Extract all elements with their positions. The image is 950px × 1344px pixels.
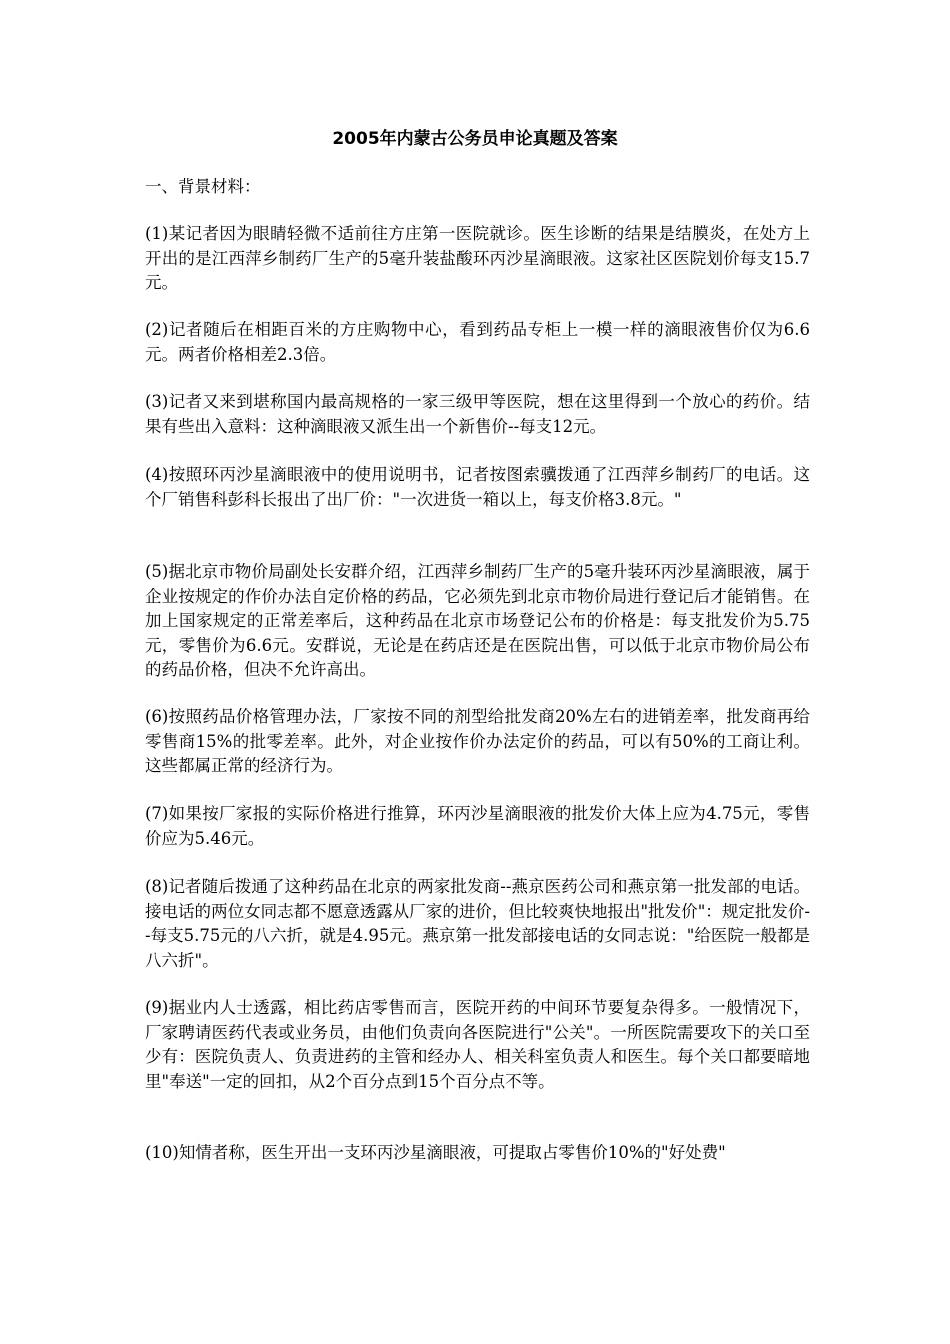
section-heading: 一、背景材料：	[145, 177, 261, 196]
paragraph-7: (7)如果按厂家报的实际价格进行推算，环丙沙星滴眼液的批发价大体上应为4.75元，零售价应为5.46元。	[145, 804, 810, 848]
paragraph-8: (8)记者随后拨通了这种药品在北京的两家批发商--燕京医药公司和燕京第一批发部的电话。接电话的两位女同志都不愿意透露从厂家的进价，但比较爽快地报出"批发价"：规定批发价--每支5.75元的八六折，就是4.95元。燕京第一批发部接电话的女同志说："给医院一般都是八六折"。	[145, 877, 810, 970]
paragraph-4: (4)按照环丙沙星滴眼液中的使用说明书，记者按图索骥拨通了江西萍乡制药厂的电话。这个厂销售科彭科长报出了出厂价："一次进货一箱以上，每支价格3.8元。"	[145, 465, 810, 509]
paragraph-1: (1)某记者因为眼睛轻微不适前往方庄第一医院就诊。医生诊断的结果是结膜炎，在处方上开出的是江西萍乡制药厂生产的5毫升装盐酸环丙沙星滴眼液。这家社区医院划价每支15.7元。	[145, 224, 810, 292]
paragraph-9: (9)据业内人士透露，相比药店零售而言，医院开药的中间环节要复杂得多。一般情况下，厂家聘请医药代表或业务员，由他们负责向各医院进行"公关"。一所医院需要攻下的关口至少有：医院负责人、负责进药的主管和经办人、相关科室负责人和医生。每个关口都要暗地里"奉送"一定的回扣，从2个百分点到15个百分点不等。	[145, 998, 810, 1091]
paragraph-5: (5)据北京市物价局副处长安群介绍，江西萍乡制药厂生产的5毫升装环丙沙星滴眼液，属于企业按规定的作价办法自定价格的药品，它必须先到北京市物价局进行登记后才能销售。在加上国家规定的正常差率后，这种药品在北京市场登记公布的价格是：每支批发价为5.75元，零售价为6.6元。安群说，无论是在药店还是在医院出售，可以低于北京市物价局公布的药品价格，但决不允许高出。	[145, 562, 810, 679]
paragraph-6: (6)按照药品价格管理办法，厂家按不同的剂型给批发商20%左右的进销差率，批发商再给零售商15%的批零差率。此外，对企业按作价办法定价的药品，可以有50%的工商让利。这些都属正常的经济行为。	[145, 707, 810, 775]
paragraph-3: (3)记者又来到堪称国内最高规格的一家三级甲等医院，想在这里得到一个放心的药价。结果有些出入意料：这种滴眼液又派生出一个新售价--每支12元。	[145, 392, 810, 436]
paragraph-2: (2)记者随后在相距百米的方庄购物中心，看到药品专柜上一模一样的滴眼液售价仅为6.6元。两者价格相差2.3倍。	[145, 320, 810, 364]
paragraph-10: (10)知情者称，医生开出一支环丙沙星滴眼液，可提取占零售价10%的"好处费"	[145, 1143, 726, 1162]
document-title: 2005年内蒙古公务员申论真题及答案	[332, 129, 618, 149]
